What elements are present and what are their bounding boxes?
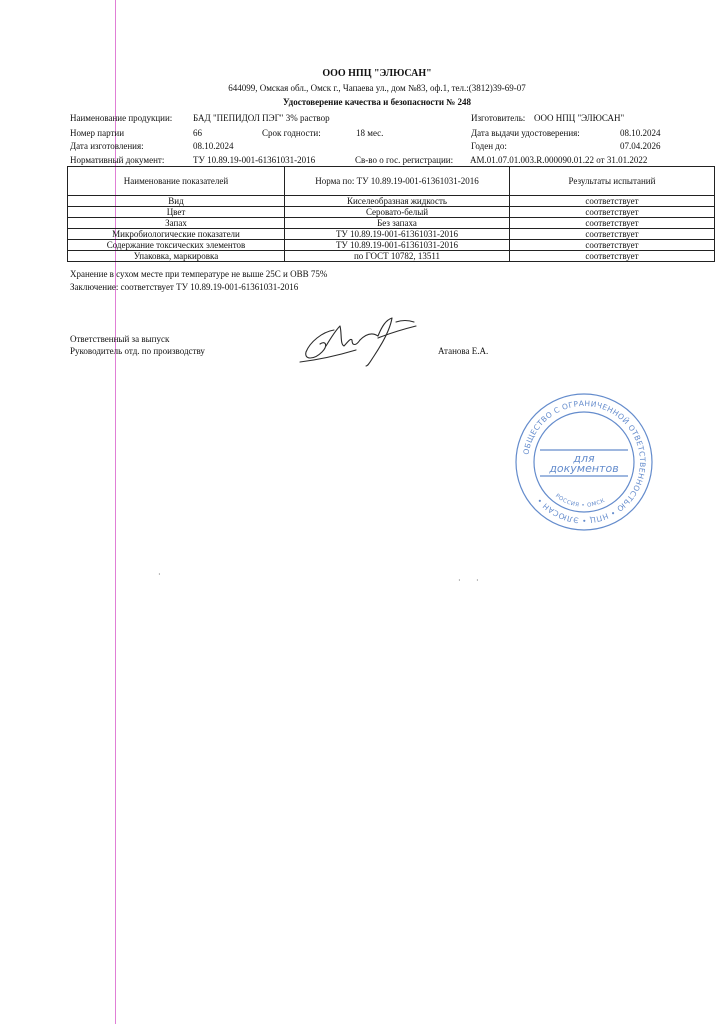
signer-name: Атанова Е.А. xyxy=(438,346,489,356)
table-cell: Без запаха xyxy=(285,218,510,229)
manufacturer-label: Изготовитель: xyxy=(471,113,526,123)
valid-until-label: Годен до: xyxy=(471,141,507,151)
product-label: Наименование продукции: xyxy=(70,113,173,123)
table-row xyxy=(68,251,715,262)
table-cell: Цвет xyxy=(68,207,285,218)
product-value: БАД "ПЕПИДОЛ ПЭГ" 3% раствор xyxy=(193,113,330,123)
issue-date-value: 08.10.2024 xyxy=(620,128,661,138)
production-head-label: Руководитель отд. по производству xyxy=(70,346,205,356)
registration-label: Св-во о гос. регистрации: xyxy=(355,155,454,165)
table-row xyxy=(68,229,715,240)
company-address: 644099, Омская обл., Омск г., Чапаева ул., дом №83, оф.1, тел.:(3812)39-69-07 xyxy=(228,83,526,93)
table-cell: соответствует xyxy=(510,207,715,218)
table-cell: Микробиологические показатели xyxy=(68,229,285,240)
manufacturer-value: ООО НПЦ "ЭЛЮСАН" xyxy=(534,113,625,123)
table-cell: Упаковка, маркировка xyxy=(68,251,285,262)
manufacture-date-value: 08.10.2024 xyxy=(193,141,234,151)
responsible-label: Ответственный за выпуск xyxy=(70,334,170,344)
signature-icon xyxy=(296,316,426,368)
table-row xyxy=(68,240,715,251)
valid-until-value: 07.04.2026 xyxy=(620,141,661,151)
table-cell: ТУ 10.89.19-001-61361031-2016 xyxy=(285,240,510,251)
storage-note: Хранение в сухом месте при температуре не выше 25С и ОВВ 75% xyxy=(70,269,328,279)
svg-text:РОССИЯ • ОМСК: РОССИЯ • ОМСК xyxy=(554,493,607,509)
table-cell: соответствует xyxy=(510,229,715,240)
table-cell: по ГОСТ 10782, 13511 xyxy=(285,251,510,262)
table-cell: ТУ 10.89.19-001-61361031-2016 xyxy=(285,229,510,240)
results-table xyxy=(67,166,715,262)
table-cell: Вид xyxy=(68,196,285,207)
scan-speck: · xyxy=(476,576,479,585)
norm-doc-label: Нормативный документ: xyxy=(70,155,165,165)
header-indicator: Наименование показателей xyxy=(68,167,285,196)
svg-text:для: для xyxy=(573,452,595,465)
batch-value: 66 xyxy=(193,128,202,138)
table-header-row xyxy=(68,167,715,196)
issue-date-label: Дата выдачи удостоверения: xyxy=(471,128,580,138)
conclusion: Заключение: соответствует ТУ 10.89.19-001-61361031-2016 xyxy=(70,282,299,292)
registration-value: AM.01.07.01.003.R.000090.01.22 от 31.01.2022 xyxy=(470,155,648,165)
table-row xyxy=(68,218,715,229)
table-cell: соответствует xyxy=(510,240,715,251)
table-row xyxy=(68,207,715,218)
table-cell: Киселеобразная жидкость xyxy=(285,196,510,207)
scan-speck: · xyxy=(458,576,461,585)
norm-doc-value: ТУ 10.89.19-001-61361031-2016 xyxy=(193,155,316,165)
header-results: Результаты испытаний xyxy=(510,167,715,196)
table-cell: соответствует xyxy=(510,196,715,207)
document-title: Удостоверение качества и безопасности № 248 xyxy=(282,97,472,107)
batch-label: Номер партии xyxy=(70,128,125,138)
shelf-life-label: Срок годности: xyxy=(262,128,321,138)
table-cell: Серовато-белый xyxy=(285,207,510,218)
scan-speck: · xyxy=(158,570,161,579)
company-name: ООО НПЦ "ЭЛЮСАН" xyxy=(322,68,432,79)
table-cell: соответствует xyxy=(510,218,715,229)
svg-text:документов: документов xyxy=(549,462,619,475)
stamp-icon xyxy=(512,390,656,534)
table-cell: соответствует xyxy=(510,251,715,262)
table-row xyxy=(68,196,715,207)
shelf-life-value: 18 мес. xyxy=(356,128,384,138)
margin-line xyxy=(115,0,116,1024)
table-cell: Запах xyxy=(68,218,285,229)
manufacture-date-label: Дата изготовления: xyxy=(70,141,144,151)
header-norm: Норма по: ТУ 10.89.19-001-61361031-2016 xyxy=(285,167,510,196)
table-cell: Содержание токсических элементов xyxy=(68,240,285,251)
svg-text:ОБЩЕСТВО С ОГРАНИЧЕННОЙ ОТВЕТС: ОБЩЕСТВО С ОГРАНИЧЕННОЙ ОТВЕТСТВЕННОСТЬЮ • НПЦ • ЭЛЮСАН • xyxy=(521,398,648,526)
